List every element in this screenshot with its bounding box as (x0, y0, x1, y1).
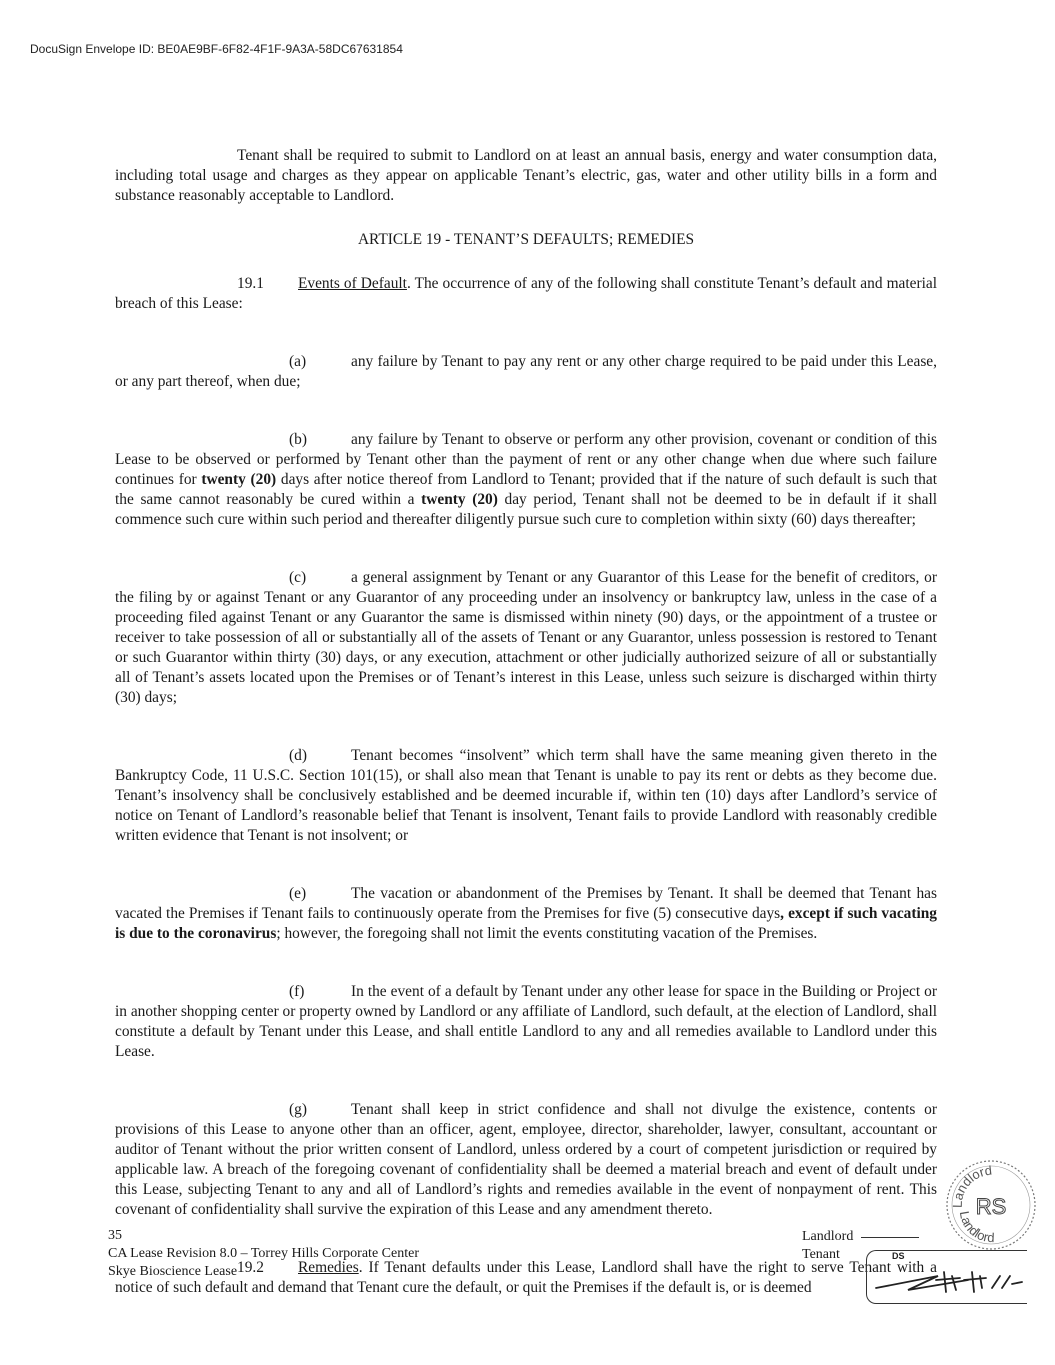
clause-g-label: (g) (289, 1101, 307, 1118)
landlord-initials-seal-icon (944, 1158, 1038, 1252)
clause-c-text: a general assignment by Tenant or any Guarantor of this Lease for the benefit of creditors, or the filing by or against Tenant or any Guarantor of any proceeding under an insolvency or bankruptcy law, unless in the case of a proceeding filed against Tenant or any Guarantor the same is dismissed within ninety (90) days, or the appointment of a trustee or receiver to take possession of all or substantially all of the assets of Tenant or any Guarantor, unless possession is restored to Tenant or such Guarantor within thirty (30) days, or any execution, attachment or other judicially authorized seizure of all or substantially all of Tenant’s assets located upon the Premises or of Tenant’s interest in this Lease, unless such seizure is discharged within thirty (30) days; (115, 569, 937, 706)
section-19-2-number: 19.2 (237, 1259, 264, 1276)
footer-left (108, 1227, 419, 1281)
section-19-1-number: 19.1 (237, 275, 264, 292)
docusign-envelope-id: DocuSign Envelope ID: BE0AE9BF-6F82-4F1F-9A3A-58DC67631854 (30, 42, 403, 56)
clause-b-label: (b) (289, 431, 307, 448)
clause-d-text: Tenant becomes “insolvent” which term shall have the same meaning given thereto in the Bankruptcy Code, 11 U.S.C. Section 101(15), or shall also mean that Tenant is unable to pay its rent or debts as they become due. Tenant’s insolvency shall be conclusively established and be deemed incurable if, within ten (10) days after Landlord’s service of notice on Tenant of Landlord’s reasonable belief that Tenant is insolvent, Tenant fails to provide Landlord with reasonably credible written evidence that Tenant is not insolvent; or (115, 747, 937, 844)
section-19-1 (115, 274, 937, 314)
clause-a-text: any failure by Tenant to pay any rent or any other charge required to be paid under this Lease, or any part thereof, when due; (115, 353, 937, 390)
clause-g (115, 1100, 937, 1220)
seal-top-text: Landlord (949, 1162, 993, 1209)
clause-c (115, 568, 937, 708)
clause-f-label: (f) (289, 983, 305, 1000)
clause-b-text-3: day period, Tenant shall not be deemed to be in default if it shall commence such cure within such period and thereafter diligently pursue such cure to completion within sixty (60) days thereafter; (115, 491, 938, 528)
seal-bottom-text: Landlord (956, 1209, 995, 1246)
seal-initials: RS (975, 1194, 1007, 1219)
clause-e (115, 884, 937, 944)
landlord-initial-line (861, 1237, 919, 1238)
clause-e-label: (e) (289, 885, 307, 902)
landlord-label: Landlord (802, 1229, 854, 1244)
section-19-1-title: Events of Default (298, 275, 407, 292)
clause-a (115, 352, 937, 392)
page-number: 35 (108, 1228, 122, 1243)
tenant-label: Tenant (802, 1247, 840, 1262)
clause-f-text: In the event of a default by Tenant under any other lease for space in the Building or Project or in another shopping center or property owned by Landlord or any affiliate of Landlord, such default, at the election of Landlord, shall constitute a default by Tenant under this Lease, and shall entitle Landlord to any and all remedies available to Landlord under this Lease. (115, 983, 938, 1060)
section-19-2-title: Remedies (298, 1259, 359, 1276)
intro-paragraph: Tenant shall be required to submit to Landlord on at least an annual basis, energy and water consumption data, including total usage and charges as they appear on applicable Tenant’s electric, gas, water and other utility bills in a form and substance reasonably acceptable to Landlord. (115, 147, 937, 204)
article-title: ARTICLE 19 - TENANT’S DEFAULTS; REMEDIES (357, 231, 695, 248)
document-body (115, 146, 937, 1298)
clause-d (115, 746, 937, 846)
clause-d-label: (d) (289, 747, 307, 764)
clause-b-text-1: any failure by Tenant to observe or perform any other provision, covenant or condition of this Lease to be observed or performed by Tenant other than the payment of rent or any other change when due where such failure continues for (115, 431, 937, 488)
clause-a-label: (a) (289, 353, 307, 370)
clause-c-label: (c) (289, 569, 307, 586)
ds-label: DS (892, 1251, 905, 1261)
clause-b-bold-2: twenty (20) (421, 491, 498, 508)
lease-name: Skye Bioscience Lease (108, 1264, 238, 1279)
tenant-signature-icon (868, 1258, 1028, 1302)
clause-b-text-2: days after notice thereof from Landlord to Tenant; provided that if the nature of such default is such that the same cannot reasonably be cured within a (115, 471, 937, 508)
clause-b-bold-1: twenty (20) (201, 471, 277, 488)
clause-g-text: Tenant shall keep in strict confidence and shall not divulge the existence, contents or provisions of this Lease to anyone other than an officer, agent, employee, director, shareholder, lawyer, consultant, accountant or auditor of Tenant without the prior written consent of Landlord, unless ordered by a court of competent jurisdiction or required by applicable law. A breach of the foregoing covenant of confidentiality shall be deemed a material breach and event of default under this Lease, subjecting Tenant to any and all of Landlord’s rights and remedies available in the event of nonpayment of rent. This covenant of confidentiality shall survive the expiration of this Lease and any amendment thereto. (115, 1101, 937, 1218)
landlord-initial-row (802, 1228, 919, 1246)
clause-e-text-1: The vacation or abandonment of the Premises by Tenant. It shall be deemed that Tenant has vacated the Premises if Tenant fails to continuously operate from the Premises for five (5) consecutive days (115, 885, 937, 922)
clause-e-bold: , except if such vacating is due to the coronavirus (115, 905, 938, 942)
clause-b (115, 430, 937, 530)
section-19-2-text: . If Tenant defaults under this Lease, Landlord shall have the right to serve Tenant with a notice of such default and demand that Tenant cure the default, or quit the Premises if the default is, or is deemed (115, 1259, 937, 1296)
section-19-1-text: . The occurrence of any of the following shall constitute Tenant’s default and material breach of this Lease: (115, 275, 937, 312)
clause-e-text-2: ; however, the foregoing shall not limit the events constituting vacation of the Premises. (276, 925, 818, 942)
lease-revision: CA Lease Revision 8.0 – Torrey Hills Corporate Center (108, 1246, 419, 1261)
clause-f (115, 982, 937, 1062)
